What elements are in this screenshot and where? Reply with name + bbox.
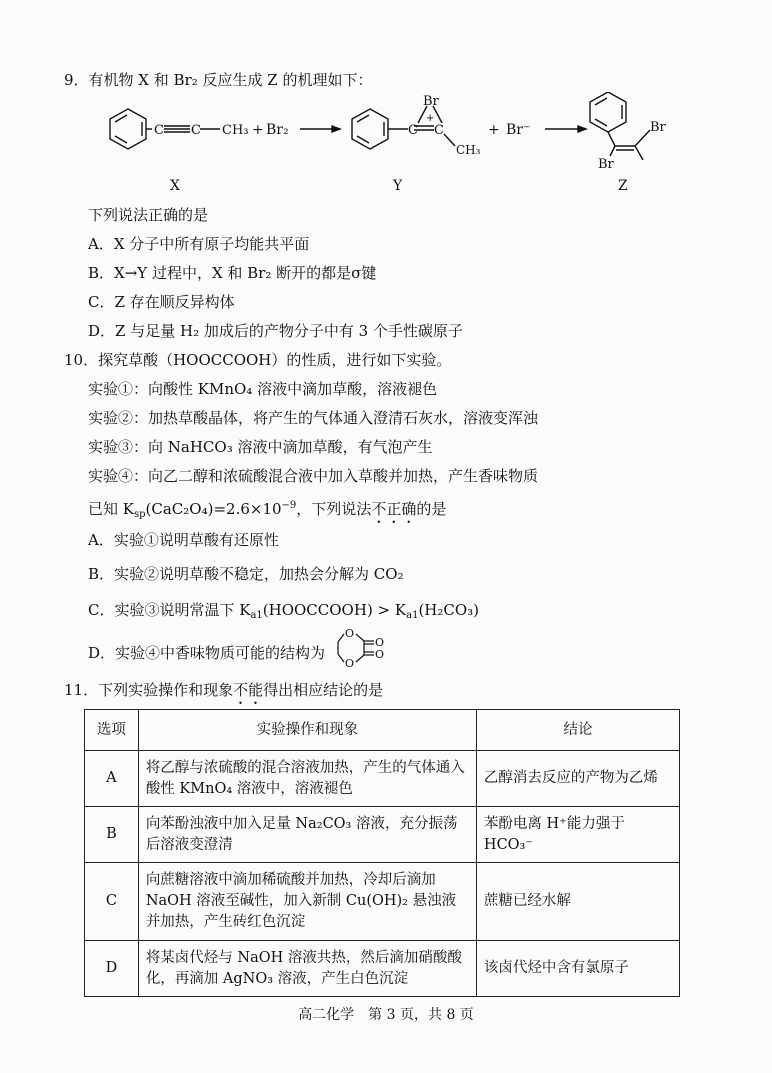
- table-row: [85, 863, 680, 941]
- svg-text:O: O: [375, 636, 385, 649]
- q9-prompt: 下列说法正确的是: [88, 206, 209, 224]
- table-header-row: [85, 710, 680, 751]
- table-row: [85, 807, 680, 863]
- svg-text:O: O: [345, 627, 355, 640]
- x-benzene-ring: [110, 109, 146, 149]
- row-operation: 向苯酚浊液中加入足量 Na₂CO₃ 溶液，充分振荡后溶液变澄清: [138, 807, 476, 863]
- row-option: C: [85, 863, 139, 941]
- header-operation: 实验操作和现象: [138, 710, 476, 751]
- q10-exp1: 实验①：向酸性 KMnO₄ 溶液中滴加草酸，溶液褪色: [88, 380, 438, 398]
- q9-option-a: A．X 分子中所有原子均能共平面: [88, 235, 310, 253]
- svg-text:O: O: [345, 657, 355, 670]
- row-conclusion: 乙醇消去反应的产物为乙烯: [476, 751, 679, 807]
- svg-text:Br: Br: [650, 120, 666, 135]
- svg-text:O: O: [375, 648, 385, 661]
- z-benzene-ring: [590, 92, 626, 132]
- svg-text:CH₃: CH₃: [222, 123, 249, 138]
- row-operation: 将某卤代烃与 NaOH 溶液共热，然后滴加硝酸酸化，再滴加 AgNO₃ 溶液，产生白色沉淀: [138, 941, 476, 997]
- row-option: A: [85, 751, 139, 807]
- svg-text:Br: Br: [423, 94, 439, 109]
- table-row: [85, 941, 680, 997]
- row-conclusion: 蔗糖已经水解: [476, 863, 679, 941]
- svg-text:C: C: [191, 123, 201, 138]
- page-footer: 高二化学 第 3 页，共 8 页: [298, 1007, 474, 1023]
- svg-text:+: +: [426, 113, 435, 124]
- header-option: 选项: [85, 710, 139, 751]
- q10-option-c: C．实验③说明常温下 $K_{a1}(HOOCCOOH) > K_{a1}(H_2CO_3)$: [88, 601, 480, 621]
- svg-text:Br: Br: [598, 157, 614, 172]
- emphasis-cannot: 不能: [233, 681, 264, 699]
- q10-exp3: 实验③：向 NaHCO₃ 溶液中滴加草酸，有气泡产生: [88, 438, 433, 456]
- q10-option-d: D．实验④中香味物质可能的结构为: [88, 644, 326, 662]
- q10-option-a: A．实验①说明草酸有还原性: [88, 531, 279, 549]
- label-z: Z: [618, 178, 628, 194]
- q9-stem: 9．有机物 X 和 Br₂ 反应生成 Z 的机理如下：: [64, 71, 373, 89]
- svg-text:CH₃: CH₃: [456, 143, 481, 157]
- label-y: Y: [393, 178, 403, 194]
- q10-exp2: 实验②：加热草酸晶体，将产生的气体通入澄清石灰水，溶液变浑浊: [88, 409, 539, 427]
- svg-text:C: C: [408, 123, 418, 138]
- header-conclusion: 结论: [476, 710, 679, 751]
- svg-text:+: +: [488, 122, 500, 138]
- q9-option-d: D．Z 与足量 H₂ 加成后的产物分子中有 3 个手性碳原子: [88, 322, 463, 340]
- emphasis-not-correct: 不正确: [371, 500, 417, 518]
- svg-text:C: C: [434, 123, 444, 138]
- svg-text:Br⁻: Br⁻: [506, 122, 531, 138]
- row-operation: 将乙醇与浓硫酸的混合溶液加热，产生的气体通入酸性 KMnO₄ 溶液中，溶液褪色: [138, 751, 476, 807]
- q10-option-b: B．实验②说明草酸不稳定，加热会分解为 CO₂: [88, 565, 404, 583]
- svg-text:Br₂: Br₂: [266, 122, 289, 138]
- svg-text:C: C: [154, 123, 164, 138]
- q10-stem: 10．探究草酸（HOOCCOOH）的性质，进行如下实验。: [64, 351, 452, 369]
- q9-option-b: B．X→Y 过程中，X 和 Br₂ 断开的都是σ键: [88, 264, 377, 282]
- q11-stem: 11．下列实验操作和现象不能得出相应结论的是: [64, 681, 384, 699]
- q10-ksp: 已知 $K_{sp}(CaC_2O_4)=2.6\times 10^{-9}$，下列说法不正确的是: [88, 500, 447, 520]
- row-option: B: [85, 807, 139, 863]
- svg-text:+: +: [252, 122, 264, 138]
- y-benzene-ring: [352, 109, 388, 149]
- q11-table: [84, 709, 680, 997]
- oxalate-ring-structure: [330, 624, 392, 672]
- q9-option-c: C．Z 存在顺反异构体: [88, 293, 235, 311]
- row-option: D: [85, 941, 139, 997]
- q10-exp4: 实验④：向乙二醇和浓硫酸混合液中加入草酸并加热，产生香味物质: [88, 467, 539, 485]
- row-conclusion: 该卤代烃中含有氯原子: [476, 941, 679, 997]
- row-conclusion: 苯酚电离 H⁺能力强于 HCO₃⁻: [476, 807, 679, 863]
- label-x: X: [170, 178, 180, 194]
- q9-reaction-scheme: [90, 92, 690, 202]
- row-operation: 向蔗糖溶液中滴加稀硫酸并加热，冷却后滴加 NaOH 溶液至碱性，加入新制 Cu(OH)₂ 悬浊液并加热，产生砖红色沉淀: [138, 863, 476, 941]
- table-row: [85, 751, 680, 807]
